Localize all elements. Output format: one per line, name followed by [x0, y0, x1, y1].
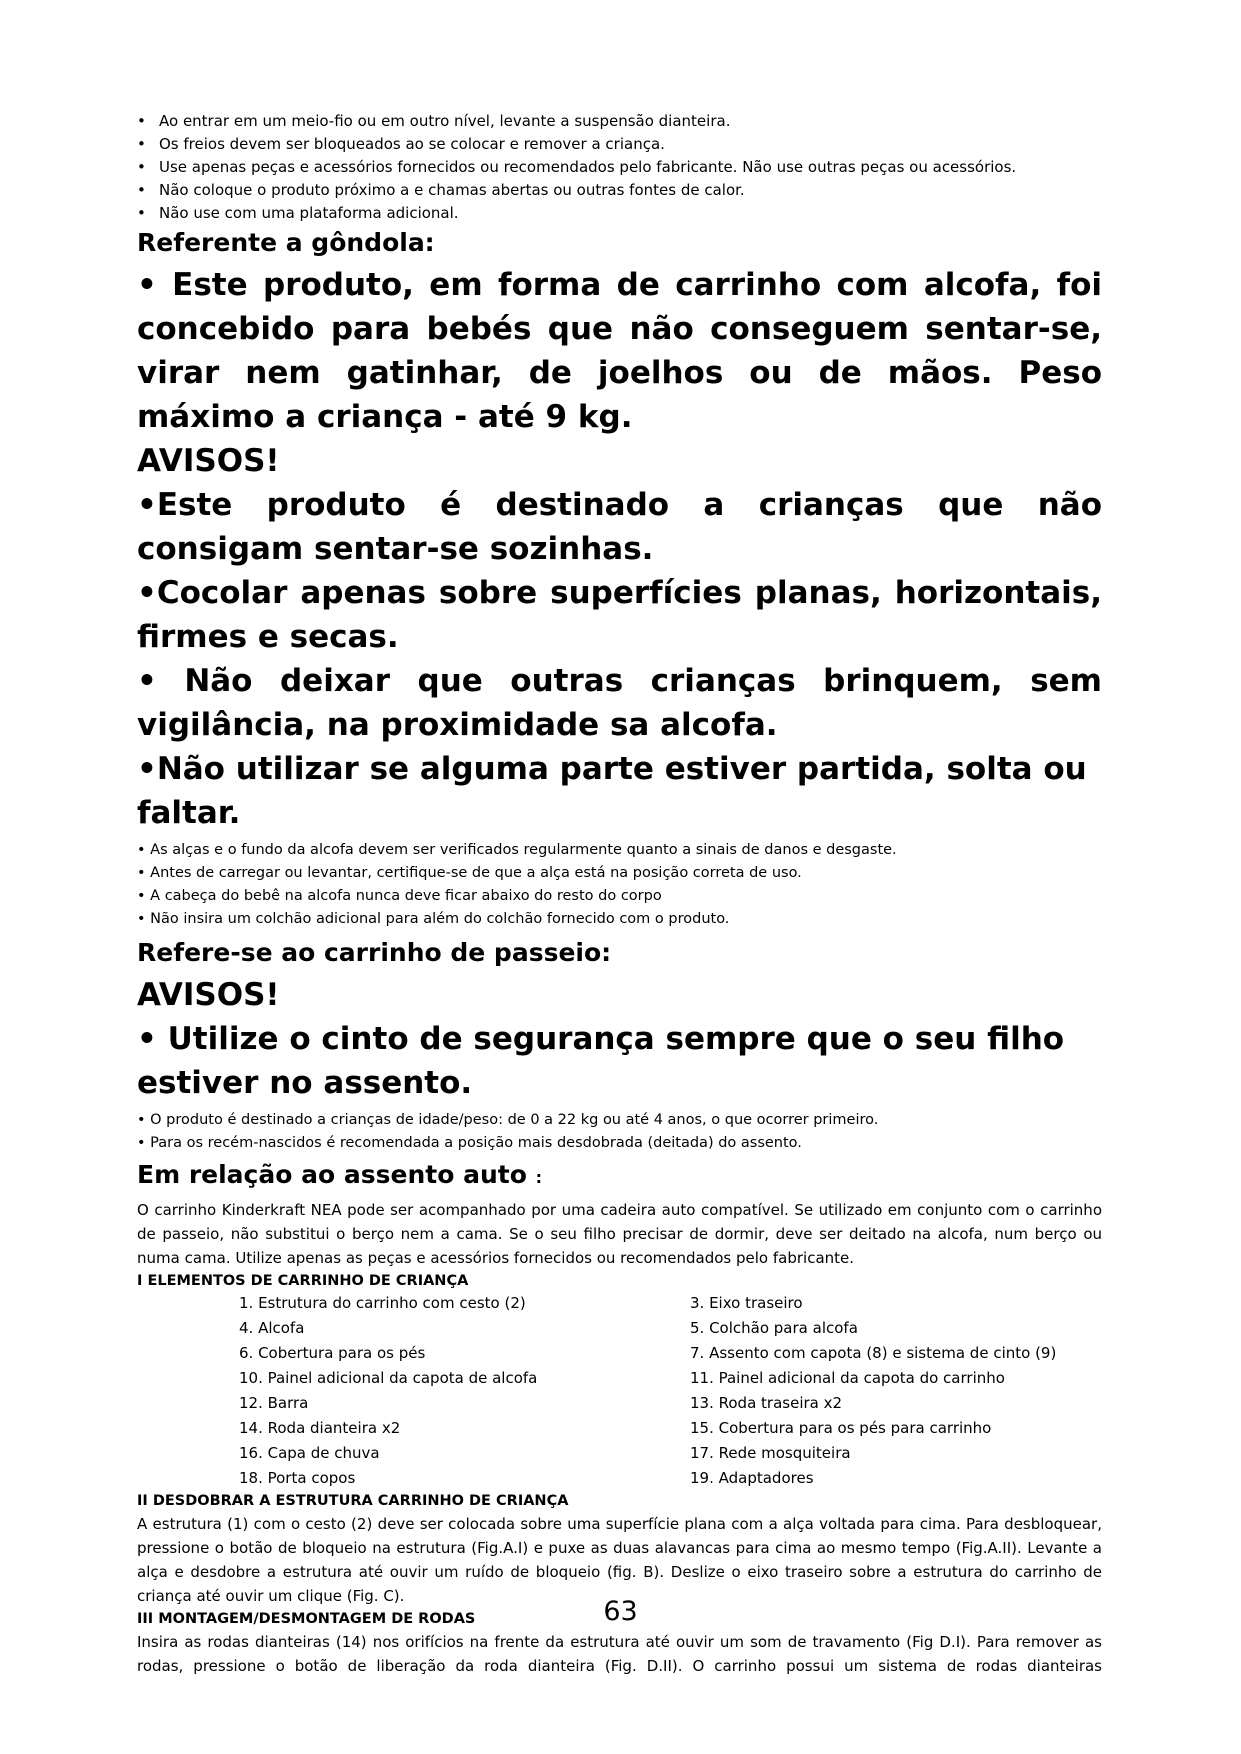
- list-item: 12. Barra: [239, 1394, 309, 1412]
- list-item: • Não insira um colchão adicional para além do colchão fornecido com o produto.: [137, 911, 730, 927]
- gondola-heading: Referente a gôndola:: [137, 228, 435, 257]
- list-item: 6. Cobertura para os pés: [239, 1344, 426, 1362]
- list-item: • O produto é destinado a crianças de idade/peso: de 0 a 22 kg ou até 4 anos, o que ocorrer primeiro.: [137, 1112, 879, 1128]
- list-item: • Use apenas peças e acessórios fornecidos ou recomendados pelo fabricante. Não use outras peças ou acessórios.: [137, 156, 1102, 179]
- car-seat-heading-suffix: :: [535, 1168, 543, 1187]
- list-item: • Ao entrar em um meio-fio ou em outro nível, levante a suspensão dianteira.: [137, 110, 1102, 133]
- car-seat-text: O carrinho Kinderkraft NEA pode ser acompanhado por uma cadeira auto compatível. Se utilizado em conjunto com o carrinho de passeio, não substitui o berço nem a cama. Se o seu filho precisar de dormir, deve ser deitado na alcofa, num berço ou numa cama. Utilize apenas as peças e acessórios fornecidos ou recomendados pelo fabricante.: [137, 1201, 1102, 1267]
- elements-heading: I ELEMENTOS DE CARRINHO DE CRIANÇA: [137, 1273, 469, 1289]
- list-item: • As alças e o fundo da alcofa devem ser verificados regularmente quanto a sinais de danos e desgaste.: [137, 842, 897, 858]
- wheels-heading: III MONTAGEM/DESMONTAGEM DE RODAS: [137, 1611, 476, 1627]
- list-item: • Antes de carregar ou levantar, certifique-se de que a alça está na posição correta de uso.: [137, 865, 802, 881]
- unfold-text: A estrutura (1) com o cesto (2) deve ser colocada sobre uma superfície plana com a alça voltada para cima. Para desbloquear, pressione o botão de bloqueio na estrutura (Fig.A.I) e puxe as duas alavancas para cima ao mesmo tempo (Fig.A.II). Levante a alça e desdobre a estrutura até ouvir um ruído de bloqueio (fig. B). Deslize o eixo traseiro sobre a estrutura do carrinho de criança até ouvir um clique (Fig. C).: [137, 1515, 1102, 1605]
- list-item: 13. Roda traseira x2: [690, 1394, 843, 1412]
- list-item: 5. Colchão para alcofa: [690, 1319, 858, 1337]
- list-item: 16. Capa de chuva: [239, 1444, 380, 1462]
- list-item: 15. Cobertura para os pés para carrinho: [690, 1419, 992, 1437]
- list-item: • A cabeça do bebê na alcofa nunca deve ficar abaixo do resto do corpo: [137, 888, 662, 904]
- list-item: • Não use com uma plataforma adicional.: [137, 202, 1102, 225]
- list-item: 1. Estrutura do carrinho com cesto (2): [239, 1294, 526, 1312]
- list-item: 4. Alcofa: [239, 1319, 305, 1337]
- gondola-statement: • Este produto, em forma de carrinho com alcofa, foi concebido para bebés que não conseguem sentar-se, virar nem gatinhar, de joelhos ou de mãos. Peso máximo a criança - até 9 kg.: [137, 267, 1102, 435]
- gondola-warning: •Este produto é destinado a crianças que não consigam sentar-se sozinhas.: [137, 487, 1102, 567]
- page-content: [137, 110, 1102, 1678]
- car-seat-heading-text: Em relação ao assento auto: [137, 1160, 527, 1189]
- gondola-warnings-heading: AVISOS!: [137, 443, 280, 479]
- stroller-warning: • Utilize o cinto de segurança sempre que o seu filho estiver no assento.: [137, 1021, 1065, 1101]
- gondola-warning: • Não deixar que outras crianças brinquem, sem vigilância, na proximidade sa alcofa.: [137, 663, 1102, 743]
- stroller-heading: Refere-se ao carrinho de passeio:: [137, 938, 612, 967]
- list-item: 14. Roda dianteira x2: [239, 1419, 401, 1437]
- elements-list: [239, 1292, 1102, 1490]
- car-seat-heading: [137, 1159, 1102, 1194]
- list-item: 19. Adaptadores: [690, 1469, 814, 1487]
- gondola-warning: •Não utilizar se alguma parte estiver partida, solta ou faltar.: [137, 751, 1087, 831]
- list-item: 11. Painel adicional da capota do carrinho: [690, 1369, 1005, 1387]
- gondola-warning: •Cocolar apenas sobre superfícies planas, horizontais, firmes e secas.: [137, 575, 1102, 655]
- list-item: • Para os recém-nascidos é recomendada a posição mais desdobrada (deitada) do assento.: [137, 1135, 802, 1151]
- list-item: 18. Porta copos: [239, 1469, 356, 1487]
- unfold-heading: II DESDOBRAR A ESTRUTURA CARRINHO DE CRIANÇA: [137, 1493, 569, 1509]
- stroller-notes: [137, 1109, 1102, 1155]
- list-item: • Os freios devem ser bloqueados ao se colocar e remover a criança.: [137, 133, 1102, 156]
- wheels-text: Insira as rodas dianteiras (14) nos orifícios na frente da estrutura até ouvir um som de travamento (Fig D.I). Para remover as rodas, pressione o botão de liberação da roda dianteira (Fig. D.II). O carrinho possui um sistema de rodas dianteiras: [137, 1633, 1102, 1675]
- stroller-warnings-heading: AVISOS!: [137, 977, 280, 1013]
- list-item: • Não coloque o produto próximo a e chamas abertas ou outras fontes de calor.: [137, 179, 1102, 202]
- intro-bullet-list: [137, 110, 1102, 225]
- page-number: 63: [603, 1596, 638, 1627]
- list-item: 17. Rede mosquiteira: [690, 1444, 851, 1462]
- list-item: 3. Eixo traseiro: [690, 1294, 803, 1312]
- list-item: 10. Painel adicional da capota de alcofa: [239, 1369, 538, 1387]
- list-item: 7. Assento com capota (8) e sistema de cinto (9): [690, 1344, 1057, 1362]
- gondola-notes: [137, 839, 1102, 931]
